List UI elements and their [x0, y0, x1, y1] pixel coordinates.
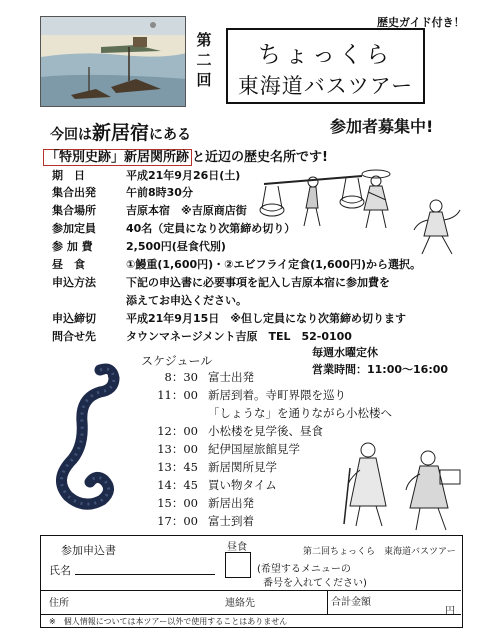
merchant-illustration [400, 448, 466, 534]
info-label: 集合場所 [52, 204, 96, 217]
volume-char: 回 [196, 71, 212, 89]
info-row [52, 238, 226, 254]
info-value: 平成21年9月15日 ※但し定員になり次第締め切ります [126, 312, 406, 325]
intro-line1 [50, 118, 191, 145]
volume-char: 二 [196, 51, 212, 69]
intro-highlight: 「特別史跡」新居関所跡 [43, 149, 192, 166]
info-label: 申込方法 [52, 276, 96, 289]
title-line2: 東海道バスツアー [237, 74, 414, 98]
schedule-text: 紀伊国屋旅館見学 [208, 442, 300, 456]
lunch-choice-box[interactable] [225, 552, 251, 578]
schedule-text: 新居出発 [208, 496, 254, 510]
info-label: 昼 食 [52, 258, 85, 271]
form-tour-name: 第二回ちょっくら 東海道バスツアー [303, 547, 456, 557]
eel-illustration [40, 362, 128, 517]
address-label: 住所 [49, 598, 69, 609]
info-label: 集合出発 [52, 186, 96, 199]
total-label: 合計金額 [331, 597, 371, 608]
monk-illustration [338, 440, 394, 530]
schedule-item [143, 513, 254, 529]
info-row [52, 202, 247, 218]
info-row [52, 274, 390, 290]
info-value: 午前8時30分 [126, 186, 193, 199]
info-label: 申込締切 [52, 312, 96, 325]
schedule-item [143, 459, 277, 475]
schedule-time: 12：00 [157, 424, 198, 438]
lunch-note-2: 番号を入れてください) [263, 578, 367, 589]
info-label: 期 日 [52, 169, 85, 182]
schedule-time: 11：00 [157, 388, 198, 402]
info-value: ①鰻重(1,600円)・②エビフライ定食(1,600円)から選択。 [126, 258, 421, 271]
lunch-label: 昼食 [227, 542, 247, 553]
info-value: 2,500円(昼食代別) [126, 240, 226, 253]
info-value: 吉原本宿 ※吉原商店街 [126, 204, 247, 217]
info-value: 添えてお申込ください。 [126, 294, 247, 307]
info-row [52, 167, 240, 183]
porter-illustration [258, 168, 368, 230]
info-value: タウンマネージメント吉原 TEL 52-0100 [126, 330, 352, 343]
schedule-item [143, 405, 392, 421]
info-label: 参 加 費 [52, 240, 93, 253]
intro-suffix: にある [149, 127, 192, 143]
info-row [52, 328, 352, 344]
closed-day: 毎週水曜定休 [312, 346, 378, 359]
schedule-text: 「しょうな」を通りながら小松楼へ [208, 406, 392, 420]
traveler-illustration [356, 168, 396, 230]
schedule-time: 17：00 [157, 514, 198, 528]
privacy-note: ※ 個人情報については本ツアー以外で使用することはありません [49, 617, 288, 626]
intro-place: 新居宿 [92, 122, 150, 144]
schedule-time: 13：45 [157, 460, 198, 474]
info-value: 平成21年9月26日(土) [126, 169, 241, 182]
intro-rest: と近辺の歴史名所です! [192, 150, 328, 165]
schedule-text: 新居到着。寺町界隈を巡り [208, 388, 346, 402]
intro-prefix: 今回は [50, 127, 92, 143]
info-row [52, 256, 421, 272]
yen-label: 円 [445, 606, 455, 617]
form-title: 参加申込書 [61, 544, 116, 557]
info-label: 問合せ先 [52, 330, 96, 343]
form-divider [41, 614, 461, 615]
schedule-item [143, 369, 254, 385]
lunch-note-1: (希望するメニューの [257, 564, 351, 575]
info-row [52, 292, 247, 308]
info-row [52, 310, 406, 326]
schedule-title: スケジュール [141, 354, 213, 368]
schedule-text: 小松楼を見学後、昼食 [208, 424, 323, 438]
guide-note: 歴史ガイド付き！ [377, 16, 465, 29]
contact-label: 連絡先 [225, 598, 255, 609]
recruit-banner: 参加者募集中! [330, 117, 434, 136]
schedule-text: 富士出発 [208, 370, 254, 384]
walker-illustration [410, 196, 466, 258]
schedule-text: 買い物タイム [208, 478, 277, 492]
schedule-time: 15：00 [157, 496, 198, 510]
ukiyoe-illustration [40, 16, 186, 107]
schedule-item [143, 387, 346, 403]
name-field[interactable] [75, 574, 215, 575]
schedule-text: 新居関所見学 [208, 460, 277, 474]
info-value: 下記の申込書に必要事項を記入し吉原本宿に参加費を [126, 276, 390, 289]
schedule-item [143, 441, 300, 457]
title-box [226, 28, 425, 104]
open-hours: 営業時間：11:00〜16:00 [312, 363, 449, 376]
info-value: 40名（定員になり次第締め切り） [126, 222, 296, 235]
title-line1: ちょっくら [258, 42, 393, 68]
schedule-item [143, 477, 277, 493]
schedule-time: 13：00 [157, 442, 198, 456]
intro-line2 [43, 146, 328, 165]
schedule-time: 14：45 [157, 478, 198, 492]
info-label: 参加定員 [52, 222, 96, 235]
application-form [40, 535, 463, 628]
schedule-time: 8：30 [164, 370, 198, 384]
name-label: 氏名 [49, 564, 71, 577]
info-row [52, 184, 193, 200]
volume-char: 第 [196, 31, 212, 49]
schedule-item [143, 423, 323, 439]
schedule-item [143, 495, 254, 511]
business-hours [312, 344, 448, 378]
volume-label [195, 30, 213, 90]
schedule-text: 富士到着 [208, 514, 254, 528]
